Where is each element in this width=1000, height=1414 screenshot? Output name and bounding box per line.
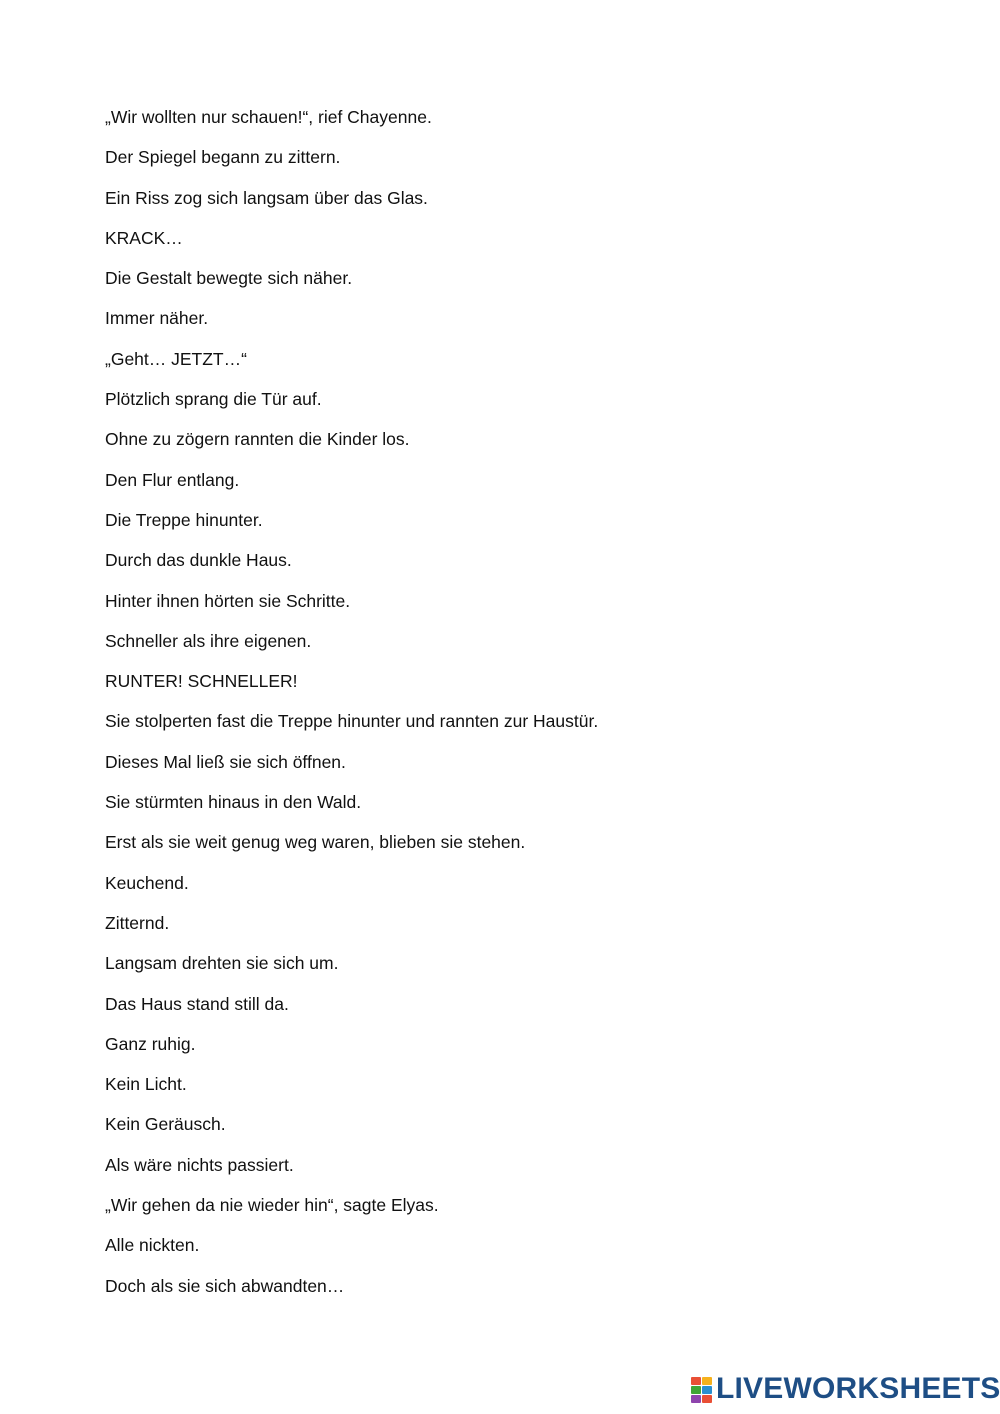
text-line: Doch als sie sich abwandten…	[105, 1275, 345, 1296]
logo-cell	[702, 1386, 712, 1394]
text-line: Erst als sie weit genug weg waren, blieben sie stehen.	[105, 832, 526, 853]
text-line: Schneller als ihre eigenen.	[105, 630, 312, 651]
logo-cell	[702, 1377, 712, 1385]
text-line: Immer näher.	[105, 308, 209, 329]
text-line: Dieses Mal ließ sie sich öffnen.	[105, 751, 346, 772]
text-line: Das Haus stand still da.	[105, 993, 289, 1014]
text-line: Hinter ihnen hörten sie Schritte.	[105, 590, 351, 611]
text-line: Sie stolperten fast die Treppe hinunter und rannten zur Haustür.	[105, 711, 599, 732]
text-line: Plötzlich sprang die Tür auf.	[105, 389, 322, 410]
document-body	[105, 106, 965, 1315]
text-line: Die Gestalt bewegte sich näher.	[105, 268, 353, 289]
text-line: Keuchend.	[105, 872, 189, 893]
text-line: Ganz ruhig.	[105, 1033, 196, 1054]
logo-cell	[691, 1377, 701, 1385]
text-line: Sie stürmten hinaus in den Wald.	[105, 792, 362, 813]
text-line: Kein Geräusch.	[105, 1114, 226, 1135]
liveworksheets-logo-icon	[691, 1376, 713, 1402]
text-line: Der Spiegel begann zu zittern.	[105, 147, 341, 168]
text-line: Durch das dunkle Haus.	[105, 550, 292, 571]
text-line: Zitternd.	[105, 912, 170, 933]
text-line: Kein Licht.	[105, 1074, 187, 1095]
text-line: „Wir gehen da nie wieder hin“, sagte Elyas.	[105, 1195, 439, 1216]
text-line: „Wir wollten nur schauen!“, rief Chayenne.	[105, 107, 432, 127]
text-line: Langsam drehten sie sich um.	[105, 953, 339, 974]
brand-wordmark: LIVEWORKSHEETS	[716, 1372, 1000, 1405]
text-line: Ohne zu zögern rannten die Kinder los.	[105, 429, 410, 450]
text-line: „Geht… JETZT…“	[105, 348, 247, 369]
text-line: Ein Riss zog sich langsam über das Glas.	[105, 187, 428, 208]
text-line: Als wäre nichts passiert.	[105, 1154, 294, 1175]
text-line: Alle nickten.	[105, 1235, 200, 1256]
text-line: KRACK…	[105, 227, 183, 248]
logo-cell	[702, 1395, 712, 1403]
liveworksheets-brand[interactable]	[691, 1374, 1000, 1404]
logo-cell	[691, 1395, 701, 1403]
text-line: Den Flur entlang.	[105, 469, 240, 490]
logo-cell	[691, 1386, 701, 1394]
text-line: Die Treppe hinunter.	[105, 509, 263, 530]
text-line: RUNTER! SCHNELLER!	[105, 671, 298, 692]
